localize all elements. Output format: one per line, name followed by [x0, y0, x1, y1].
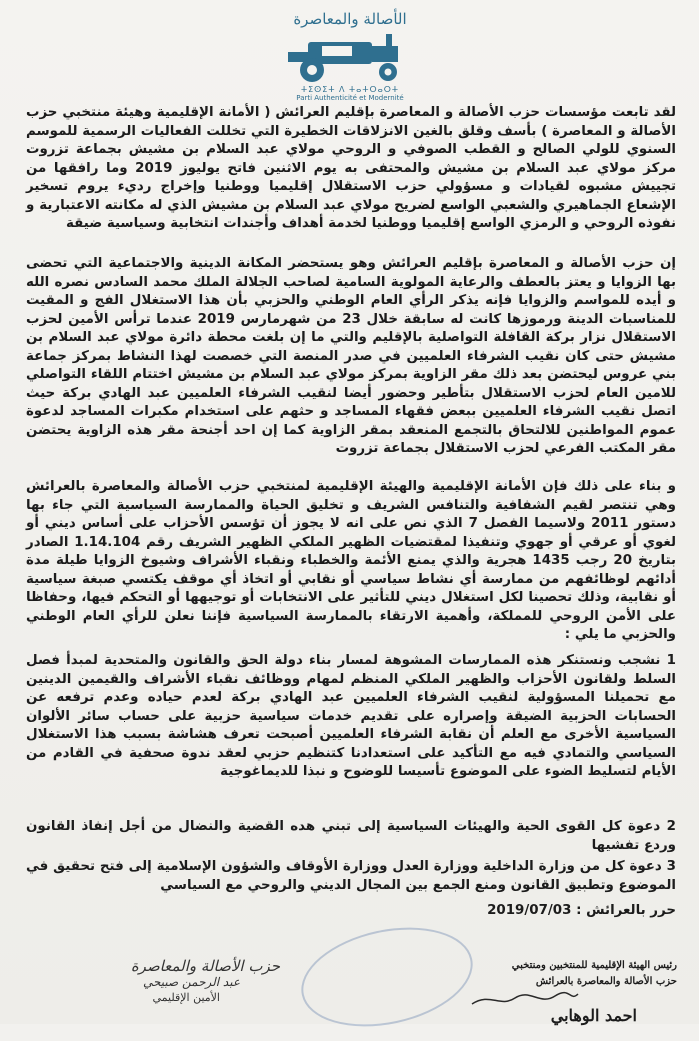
place-date: حرر بالعرائش : 2019/07/03: [487, 903, 676, 918]
signature-block-left: [30, 958, 280, 1006]
party-name-french: Parti Authenticité et Modernité: [296, 94, 404, 102]
point-1: 1 نشجب ونستنكر هذه الممارسات المشوهة لمسار بناء دولة الحق والقانون والمتحدية لمبدأ فصل السلط ولقانون الأحزاب والظهير الملكي المنظم لمهام ووظائف نقباء الأشراف والقيمين الدينين مع تحميلنا المسؤولية لنقيب الشرفاء العلميين عبد الهادي بركة لعدم حياده وعدم ترفعه عن الحسابات الحزبية الضيقة وإصراره على تقديم خدمات سياسية حزبية على حساب سائر الألوان السياسية الأخرى مع العلم أن نقابة الشرفاء العلميين أصبحت تعرف هشاشة بسبب هذا الاستغلال السياسي والتمادي فيه مع التأكيد على استعدادنا كتنظيم حزبي لعقد ندوة صحفية في القادم من الأيام لتسليط الضوء على الموضوع تأسيسا للوضوح و نبذا للديماغوجية: [26, 653, 676, 779]
signatory-name-left: عبد الرحمن صبيحي: [143, 975, 240, 989]
point-3: 3 دعوة كل من وزارة الداخلية ووزارة العدل ووزارة الأوقاف والشؤون الإسلامية إلى فتح تحقيق في الموضوع وتطبيق القانون ومنع الجمع بين المجال الديني والروحي مع السياسي: [26, 859, 676, 893]
paragraph-legal-basis: و بناء على ذلك فإن الأمانة الإقليمية والهيئة الإقليمية لمنتخبي حزب الأصالة والمعاصرة بالعرائش وهي تنتصر لقيم الشفافية والتنافس الشريف و تخليق الحياة والممارسة السياسية التي جاء بها دستور 2011 ولاسيما الفصل 7 الذي نص على انه لا يجوز أن تؤسس الأحزاب على أساس ديني أو لغوي أو عرقي أو جهوي وتنفيذا لمقتضيات الظهير الملكي الظهير الشريف رقم 1.14.104 الصادر بتاريخ 20 رجب 1435 هجرية والذي يمنع الأئمة والخطباء ونقباء الأشراف وشيوخ الزوايا طيلة مدة أدائهم لوظائفهم من ممارسة أي نشاط سياسي أو نقابي أو اتخاذ أي موقف يكتسي صبغة سياسية أو نقابية، وذلك تحصينا لكل استغلال ديني للتأثير على الانتخابات أو توجيهها أو التحكم فيها، وحفاظا على الأمن الروحي للمملكة، وأهمية الارتقاء بالممارسة السياسية فإننا نعلن للرأي العام الوطني والحزبي ما يلي :: [26, 479, 677, 642]
tractor-logo-icon: [270, 32, 430, 84]
handwritten-signature-icon: [470, 990, 580, 1010]
paragraph-intro: لقد تابعت مؤسسات حزب الأصالة و المعاصرة بإقليم العرائش ( الأمانة الإقليمية وهيئة منتخبي حزب الأصالة و المعاصرة ) بأسف وقلق بالغين الانزلاقات الخطيرة التي تخللت الفعاليات الرسمية للموسم السنوي للولي الصالح و القطب الصوفي و الروحي مولاي عبد السلام بن مشيش بجماعة تزروت مركز مولاي عبد السلام بن مشيش والمحتفى به يوم الاثنين فاتح يوليوز 2019 وما رافقها من تجييش مشبوه لقيادات و مسؤولي حزب الاستقلال إقليميا ووطنيا وإخراج رديء يروم تسخير الإشعاع الجماهيري والشعبي الواسع لضريح مولاي عبد السلام بن مشيش الذي له مكانته الاعتبارية و نفوذه الروحي و الرمزي الواسع إقليميا ووطنيا لخدمة أهداف وأجندات انتخابية وسياسية ضيقة: [26, 105, 677, 231]
party-name-amazigh: ⵜⵉⵙⵉⵜ ⴷ ⵜⴰⵜⵔⴰⵔⵜ: [300, 85, 400, 94]
signatory-role-left: الأمين الإقليمي: [152, 991, 220, 1004]
signatory-party: حزب الأصالة والمعاصرة: [130, 957, 280, 975]
point-2: 2 دعوة كل القوى الحية والهيئات السياسية إلى تبني هده القضية والنضال من أجل إنفاذ القانون وردع تفشيها: [26, 819, 676, 853]
signatory-name-right: احمد الوهابي: [550, 1006, 637, 1025]
party-header: [200, 10, 500, 110]
signatory-title-line-2: حزب الأصالة والمعاصرة بالعرائش: [535, 976, 677, 987]
party-name-arabic: الأصالة والمعاصرة: [293, 10, 407, 28]
paragraph-context: إن حزب الأصالة و المعاصرة بإقليم العرائش وهو يستحضر المكانة الدينية والاجتماعية التي تحضى بها الزوايا و يعتز بالعطف والرعاية المولوية السامية لصاحب الجلالة الملك محمد السادس نصره الله و أيده للمواسم والزوايا فإنه يذكر الرأي العام الوطني والحزبي بأن هذا الاستغلال الفج و المقيت للمناسبات الدينة ورموزها كانت له سابقة خلال 23 من شهرمارس 2019 عندما ترأس الأمين لحزب الاستقلال نزار بركة القافلة التواصلية بالإقليم والتي ما إن بلغت محطة دائرة مولاي عبد السلام بن مشيش حتى كان نقيب الشرفاء العلميين في صدر المنصة التي خصصت لهذا النشاط بمركز جماعة بني عروس ليحتضن بعد ذلك مقر الزاوية بمركز مولاي عبد السلام بن مشيش اختتام اللقاء التواصلي للامين العام لحزب الاستقلال بتأطير وحضور أيضا لنقيب الشرفاء العلميين عبد الهادي بركة حيث اتصل نقيب الشرفاء العلميين ببعض فقهاء المساجد و حثهم على استخدام مكبرات المساجد لدعوة عموم المواطنين للالتحاق بالتجمع المنعقد بمقر الزاوية كما إن احد أجنحة مقر هذه الزاوية يحتضن مقر المكتب الفرعي لحزب الاستقلال بجماعة تزروت: [26, 256, 677, 456]
signatory-title-line-1: رئيس الهيئة الإقليمية للمنتخبين ومنتخبي: [511, 960, 677, 971]
